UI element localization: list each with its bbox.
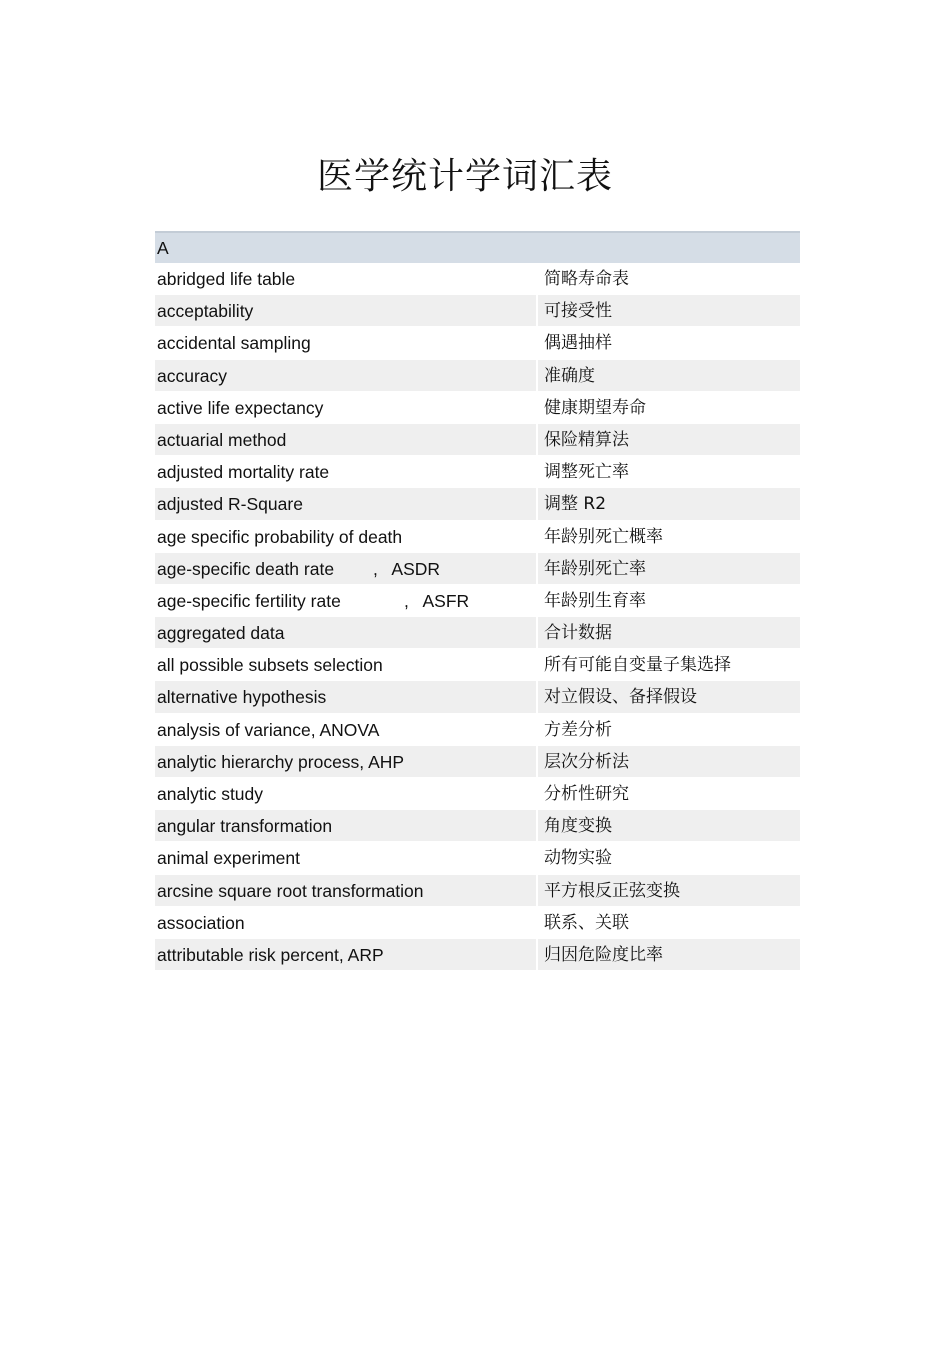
term-cell: arcsine square root transformation xyxy=(155,875,538,906)
translation-cell: 角度变换 xyxy=(544,816,612,837)
table-row xyxy=(155,295,800,327)
translation-cell: 联系、关联 xyxy=(544,912,629,933)
translation-cell: 年龄别死亡概率 xyxy=(544,526,663,547)
term-cell: association xyxy=(155,907,538,938)
term-cell: accuracy xyxy=(155,360,538,391)
translation-cell: 对立假设、备择假设 xyxy=(544,687,697,708)
translation-cell: 准确度 xyxy=(544,365,595,386)
table-row xyxy=(155,263,800,295)
table-row xyxy=(155,714,800,746)
term-cell: alternative hypothesis xyxy=(155,681,538,712)
term-cell: active life expectancy xyxy=(155,392,538,423)
term-cell: abridged life table xyxy=(155,263,538,294)
table-row xyxy=(155,649,800,681)
table-row xyxy=(155,327,800,359)
table-row xyxy=(155,488,800,520)
translation-cell: 保险精算法 xyxy=(544,429,629,450)
translation-cell: 动物实验 xyxy=(544,848,612,869)
table-row xyxy=(155,424,800,456)
translation-cell: 可接受性 xyxy=(544,301,612,322)
table-row xyxy=(155,746,800,778)
table-row xyxy=(155,585,800,617)
translation-cell: 归因危险度比率 xyxy=(544,944,663,965)
section-header-a: A xyxy=(155,231,800,263)
table-row xyxy=(155,456,800,488)
glossary-table xyxy=(155,231,800,971)
table-row xyxy=(155,778,800,810)
table-row xyxy=(155,810,800,842)
term-cell: aggregated data xyxy=(155,617,538,648)
translation-cell: 简略寿命表 xyxy=(544,269,629,289)
translation-cell: 调整 R2 xyxy=(544,494,607,515)
term-cell: angular transformation xyxy=(155,810,538,841)
page-title: 医学统计学词汇表 xyxy=(316,156,613,197)
table-row xyxy=(155,907,800,939)
term-cell: animal experiment xyxy=(155,842,538,873)
translation-cell: 年龄别死亡率 xyxy=(544,558,646,579)
term-cell: age-specific death rate , ASDR xyxy=(155,553,538,584)
table-row xyxy=(155,360,800,392)
translation-cell: 调整死亡率 xyxy=(544,462,629,483)
term-cell: actuarial method xyxy=(155,424,538,455)
term-cell: age-specific fertility rate , ASFR xyxy=(155,585,538,616)
term-cell: adjusted R-Square xyxy=(155,488,538,519)
table-row xyxy=(155,392,800,424)
term-cell: accidental sampling xyxy=(155,327,538,358)
translation-cell: 年龄别生育率 xyxy=(544,590,646,611)
table-row xyxy=(155,553,800,585)
term-cell: acceptability xyxy=(155,295,538,326)
term-cell: analysis of variance, ANOVA xyxy=(155,714,538,745)
translation-cell: 方差分析 xyxy=(544,719,612,740)
table-row xyxy=(155,617,800,649)
table-row xyxy=(155,681,800,713)
term-cell: attributable risk percent, ARP xyxy=(155,939,538,970)
translation-cell: 平方根反正弦变换 xyxy=(544,880,680,901)
term-cell: all possible subsets selection xyxy=(155,649,538,680)
term-cell: age specific probability of death xyxy=(155,521,538,552)
table-row xyxy=(155,875,800,907)
term-cell: adjusted mortality rate xyxy=(155,456,538,487)
table-row xyxy=(155,842,800,874)
table-row xyxy=(155,939,800,971)
translation-cell: 偶遇抽样 xyxy=(544,333,612,354)
translation-cell: 分析性研究 xyxy=(544,784,629,804)
translation-cell: 合计数据 xyxy=(544,623,612,644)
term-cell: analytic hierarchy process, AHP xyxy=(155,746,538,777)
term-cell: analytic study xyxy=(155,778,538,809)
translation-cell: 所有可能自变量子集选择 xyxy=(544,655,731,676)
translation-cell: 健康期望寿命 xyxy=(544,397,646,418)
table-row xyxy=(155,521,800,553)
translation-cell: 层次分析法 xyxy=(544,751,629,772)
